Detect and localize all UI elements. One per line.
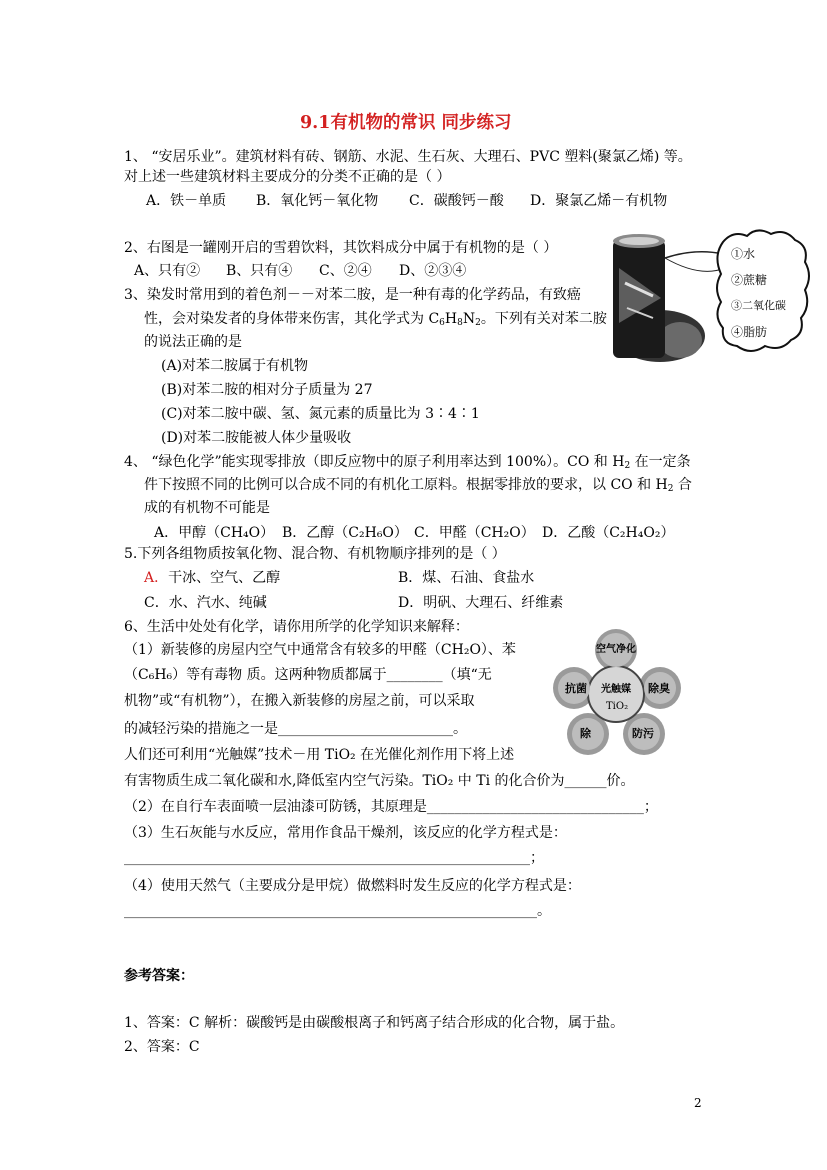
q3-sub-c: 6 bbox=[439, 318, 445, 328]
q1-option-d: D．聚氯乙烯－有机物 bbox=[530, 193, 668, 209]
q5-option-a bbox=[144, 571, 280, 585]
q6-part1-line5: 人们还可利用“光触媒”技术－用 TiO₂ 在光催化剂作用下将上述 bbox=[124, 747, 515, 763]
q6-figure-label-antifouling: 防污 bbox=[632, 727, 654, 740]
q1-option-b: B．氧化钙－氧化物 bbox=[256, 193, 379, 209]
q3-line1: 3、染发时常用到的着色剂－－对苯二胺，是一种有毒的化学药品，有致癌 bbox=[124, 287, 581, 303]
q3-option-a: (A)对苯二胺属于有机物 bbox=[161, 358, 309, 374]
q4-line1-text: 4、 “绿色化学”能实现零排放（即反应物中的原子利用率达到 100%）。CO 和 H bbox=[124, 454, 625, 470]
q4-option-c: C．甲醛（CH₂O） bbox=[414, 525, 535, 541]
q5-option-d: D．明矾、大理石、纤维素 bbox=[398, 595, 564, 611]
q5-option-c: C．水、汽水、纯碱 bbox=[144, 595, 267, 611]
q4-line1-sub: 2 bbox=[624, 461, 631, 471]
q6-part4-line1: （4）使用天然气（主要成分是甲烷）做燃料时发生反应的化学方程式是： bbox=[124, 878, 581, 894]
q6-part1-line4: 的减轻污染的措施之一是_________________________。 bbox=[124, 721, 467, 737]
q3-line2 bbox=[144, 312, 607, 326]
q2-figure-label-2: ②蔗糖 bbox=[731, 273, 768, 287]
q3-line2-tail: 。下列有关对苯二胺 bbox=[480, 311, 607, 327]
answer-2: 2、答案：C bbox=[124, 1039, 200, 1055]
q4-line1 bbox=[124, 455, 691, 469]
q1-line1: 1、 “安居乐业”。建筑材料有砖、钢筋、水泥、生石灰、大理石、PVC 塑料(聚氯乙烯) 等。 bbox=[124, 149, 692, 165]
q6-stem: 6、生活中处处有化学，请你用所学的化学知识来解释： bbox=[124, 619, 469, 635]
q3-n: N bbox=[462, 311, 476, 327]
q6-part1-line1: （1）新装修的房屋内空气中通常含有较多的甲醛（CH₂O）、苯 bbox=[124, 642, 516, 658]
q3-sub-n: 2 bbox=[475, 318, 481, 328]
answers-heading: 参考答案： bbox=[124, 968, 194, 984]
q6-part3-line2: __________________________________________________________； bbox=[124, 850, 544, 866]
q2-figure-label-4: ④脂肪 bbox=[731, 325, 768, 339]
q6-part1-line6: 有害物质生成二氧化碳和水,降低室内空气污染。TiO₂ 中 Ti 的化合价为______价。 bbox=[124, 773, 635, 789]
q4-option-d: D．乙酸（C₂H₄O₂） bbox=[542, 525, 675, 541]
q5-stem: 5.下列各组物质按氧化物、混合物、有机物顺序排列的是（ ） bbox=[124, 546, 506, 562]
q6-part1-line3: 机物”或“有机物”），在搬入新装修的房屋之前，可以采取 bbox=[124, 693, 475, 709]
q4-option-a: A．甲醇（CH₄O） bbox=[154, 525, 275, 541]
q4-option-b: B．乙醇（C₂H₆O） bbox=[282, 525, 408, 541]
q2-figure-label-1: ①水 bbox=[731, 247, 756, 261]
q2-option-a: A、只有② bbox=[134, 263, 201, 279]
q6-part4-line2: ___________________________________________________________。 bbox=[124, 903, 551, 919]
q6-figure-label-remove: 除 bbox=[580, 727, 591, 740]
q3-option-b: (B)对苯二胺的相对分子质量为 27 bbox=[161, 382, 373, 398]
page-number: 2 bbox=[694, 1096, 702, 1110]
q3-line2-text: 性，会对染发者的身体带来伤害，其化学式为 C bbox=[144, 311, 440, 327]
q3-h: H bbox=[444, 311, 458, 327]
q3-option-c: (C)对苯二胺中碳、氢、氮元素的质量比为 3∶4∶1 bbox=[161, 406, 480, 422]
q5-option-a-text: 干冰、空气、乙醇 bbox=[168, 570, 281, 586]
q3-line3: 的说法正确的是 bbox=[144, 334, 242, 350]
q6-figure-label-air: 空气净化 bbox=[596, 644, 636, 655]
q4-line3: 成的有机物不可能是 bbox=[144, 500, 270, 516]
q6-figure-label-deodorize: 除臭 bbox=[648, 682, 670, 695]
q6-figure-label-antibacterial: 抗菌 bbox=[565, 682, 587, 695]
q4-line2-text: 件下按照不同的比例可以合成不同的有机化工原料。根据零排放的要求，以 CO 和 H bbox=[144, 477, 668, 493]
q4-line2-tail: 合 bbox=[673, 477, 692, 493]
q4-line1-tail: 在一定条 bbox=[630, 454, 691, 470]
q5-option-b: B．煤、石油、食盐水 bbox=[398, 570, 535, 586]
q6-part1-line2: （C₆H₆）等有毒物 质。这两种物质都属于________（填“无 bbox=[124, 667, 492, 683]
q6-figure-label-tio2: TiO₂ bbox=[606, 701, 629, 712]
q3-option-d: (D)对苯二胺能被人体少量吸收 bbox=[161, 430, 352, 446]
q5-option-a-letter: A． bbox=[144, 570, 169, 586]
q2-stem: 2、右图是一罐刚开启的雪碧饮料，其饮料成分中属于有机物的是（ ） bbox=[124, 240, 558, 256]
q2-option-c: C、②④ bbox=[319, 263, 372, 279]
q1-line2: 对上述一些建筑材料主要成分的分类不正确的是（ ） bbox=[124, 169, 451, 185]
q2-option-b: B、只有④ bbox=[226, 263, 293, 279]
q6-part3-line1: （3）生石灰能与水反应，常用作食品干燥剂，该反应的化学方程式是： bbox=[124, 825, 567, 841]
q1-option-c: C．碳酸钙－酸 bbox=[409, 193, 504, 209]
q2-option-d: D、②③④ bbox=[399, 263, 467, 279]
q4-line2-sub: 2 bbox=[667, 484, 674, 494]
answer-1: 1、答案：C 解析：碳酸钙是由碳酸根离子和钙离子结合形成的化合物，属于盐。 bbox=[124, 1015, 625, 1031]
q2-figure-label-3: ③二氧化碳 bbox=[731, 299, 786, 312]
q1-option-a: A．铁－单质 bbox=[146, 193, 227, 209]
q4-line2 bbox=[144, 478, 692, 492]
q6-part2: （2）在自行车表面喷一层油漆可防锈，其原理是_______________________________； bbox=[124, 799, 658, 815]
page-title: 9.1有机物的常识 同步练习 bbox=[300, 113, 512, 133]
q3-sub-h: 8 bbox=[457, 318, 463, 328]
q6-figure-label-catalyst: 光触媒 bbox=[601, 684, 631, 695]
